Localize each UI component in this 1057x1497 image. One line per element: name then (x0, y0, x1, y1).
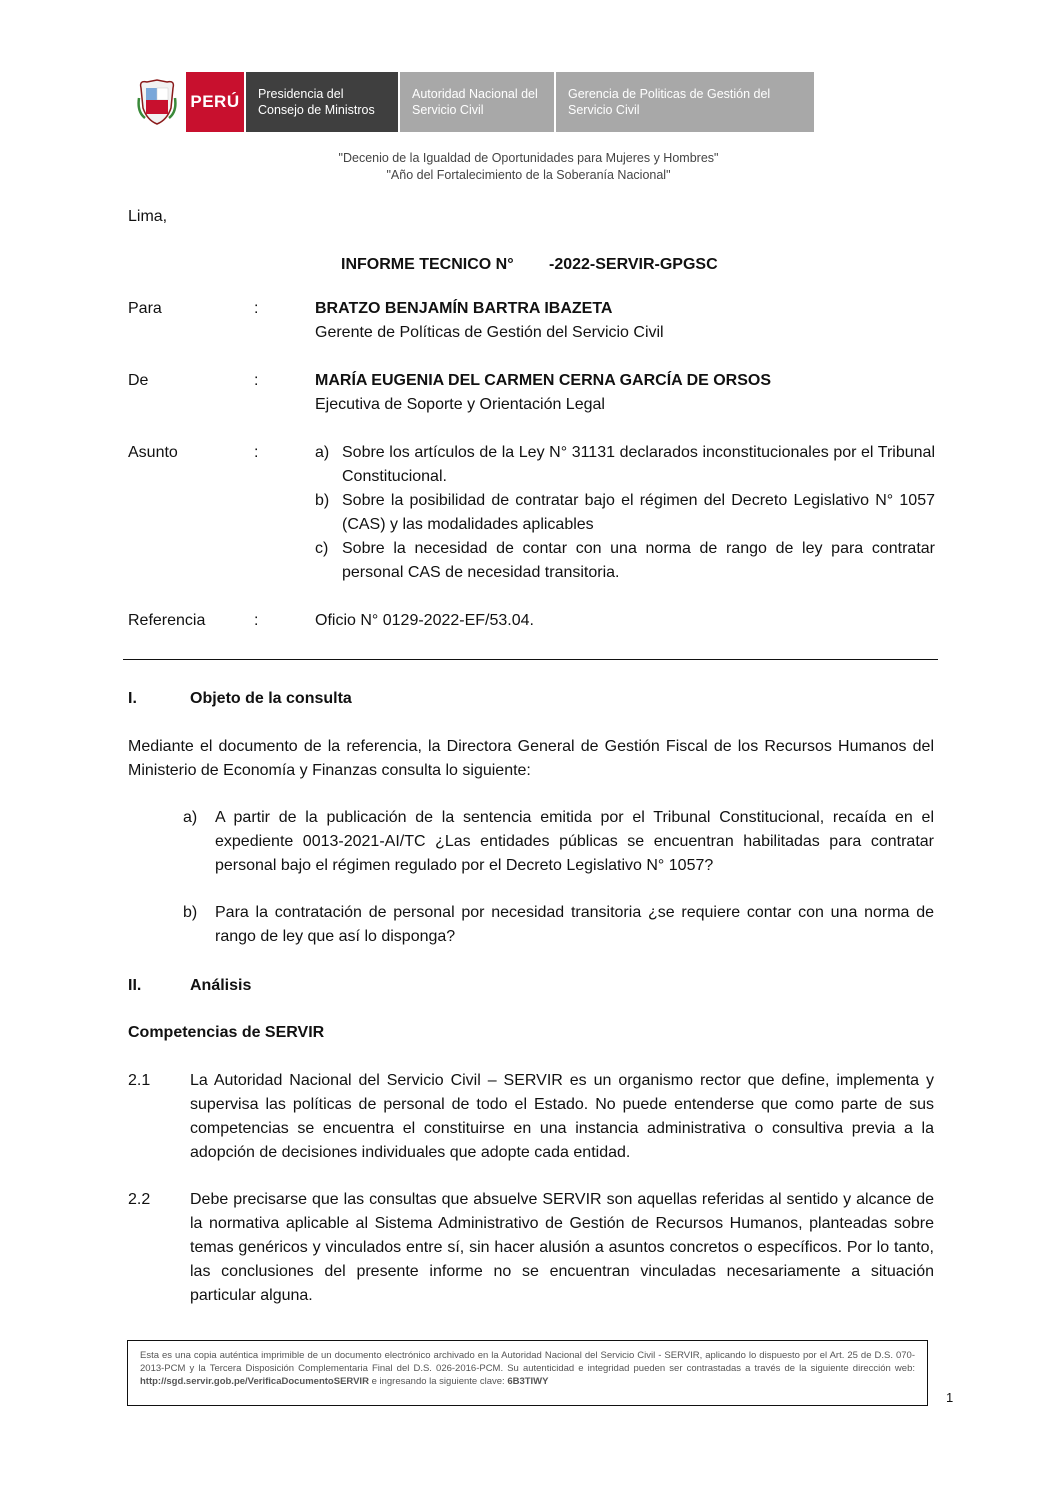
pcm-box: Presidencia del Consejo de Ministros (246, 72, 398, 132)
paragraph-2-2 (128, 1188, 934, 1308)
section-2-number: II. (128, 977, 142, 994)
coat-of-arms-icon (128, 72, 186, 132)
de-label: De (128, 372, 149, 389)
motto-line-2: "Año del Fortalecimiento de la Soberanía Nacional" (386, 168, 671, 182)
authenticity-footer (127, 1340, 928, 1406)
header-logo-bar (128, 72, 814, 132)
asunto-item-b (315, 489, 935, 537)
consulta-item-b (183, 901, 934, 949)
page-number: 1 (946, 1390, 954, 1405)
verification-link[interactable]: http://sgd.servir.gob.pe/VerificaDocumentoSERVIR (140, 1376, 369, 1387)
asunto-item-c (315, 537, 935, 585)
de-name: MARÍA EUGENIA DEL CARMEN CERNA GARCÍA DE ORSOS (315, 372, 772, 389)
referencia-colon: : (254, 612, 259, 629)
section-2-subheading: Competencias de SERVIR (128, 1024, 325, 1041)
consulta-marker-b: b) (183, 904, 198, 921)
place-date: Lima, (128, 208, 168, 225)
servir-box: Autoridad Nacional del Servicio Civil (400, 72, 554, 132)
para-recipient (315, 297, 935, 345)
paragraph-2-2-text: Debe precisarse que las consultas que absuelve SERVIR son aquellas referidas al sentido y alcance de la normativa aplicable al Sistema Administrativo de Gestión de Recursos Humanos, planteadas sobre temas genéricos y vinculados entre sí, sin hacer alusión a asuntos concretos o específicos. Por lo tanto, las conclusiones del presente informe no se encuentran vinculadas necesariamente a situación particular alguna. (190, 1191, 934, 1304)
asunto-marker-b: b) (315, 492, 330, 509)
asunto-colon: : (254, 444, 259, 461)
asunto-text-c: Sobre la necesidad de contar con una norma de rango de ley para contratar personal CAS de necesidad transitoria. (342, 540, 935, 581)
consulta-marker-a: a) (183, 809, 198, 826)
report-number: -2022-SERVIR-GPGSC (549, 256, 718, 273)
peru-logo: PERÚ (186, 72, 244, 132)
paragraph-2-1 (128, 1069, 934, 1165)
asunto-marker-a: a) (315, 444, 330, 461)
asunto-marker-c: c) (315, 540, 329, 557)
para-name: BRATZO BENJAMÍN BARTRA IBAZETA (315, 300, 613, 317)
de-sender (315, 369, 935, 417)
referencia-label: Referencia (128, 612, 206, 629)
section-1-number: I. (128, 690, 137, 707)
referencia-value: Oficio N° 0129-2022-EF/53.04. (315, 612, 534, 629)
motto-line-1: "Decenio de la Igualdad de Oportunidades para Mujeres y Hombres" (338, 151, 719, 165)
asunto-label: Asunto (128, 444, 178, 461)
verification-key: 6B3TIWY (507, 1376, 549, 1387)
gpgsc-box: Gerencia de Politicas de Gestión del Servicio Civil (556, 72, 814, 132)
para-colon: : (254, 300, 259, 317)
footer-text: Esta es una copia auténtica imprimible de un documento electrónico archivado en la Autoridad Nacional del Servicio Civil - SERVIR, aplicando lo dispuesto por el Art. 25 de D.S. 070-2013-PCM y la Tercera Disposición Complementaria Final del D.S. 026-2016-PCM. Su autenticidad e integridad pueden ser contrastadas a través de la siguiente dirección web: (140, 1350, 915, 1374)
asunto-item-a (315, 441, 935, 489)
consulta-text-a: A partir de la publicación de la sentencia emitida por el Tribunal Constitucional, recaída en el expediente 0013-2021-AI/TC ¿Las entidades públicas se encuentran habilitadas para contratar personal bajo el régimen regulado por el Decreto Legislativo N° 1057? (215, 809, 934, 874)
footer-text-middle: e ingresando la siguiente clave: (368, 1376, 508, 1387)
section-1-intro: Mediante el documento de la referencia, la Directora General de Gestión Fiscal de los Recursos Humanos del Ministerio de Economía y Finanzas consulta lo siguiente: (128, 738, 934, 779)
report-title: INFORME TECNICO N° (341, 256, 514, 273)
de-colon: : (254, 372, 259, 389)
paragraph-2-1-text: La Autoridad Nacional del Servicio Civil – SERVIR es un organismo rector que define, implementa y supervisa las políticas de personal de todo el Estado. No puede entenderse que como parte de sus competencias se encuentra el constituirse en una instancia administrativa o consultiva previa a la adopción de decisiones individuales que adopte cada entidad. (190, 1072, 934, 1161)
header-divider (123, 659, 938, 660)
asunto-text-a: Sobre los artículos de la Ley N° 31131 declarados inconstitucionales por el Tribunal Constitucional. (342, 444, 935, 485)
para-role: Gerente de Políticas de Gestión del Servicio Civil (315, 324, 664, 341)
asunto-text-b: Sobre la posibilidad de contratar bajo el régimen del Decreto Legislativo N° 1057 (CAS) y las modalidades aplicables (342, 492, 935, 533)
paragraph-2-2-number: 2.2 (128, 1191, 151, 1208)
section-1-title: Objeto de la consulta (190, 690, 352, 707)
paragraph-2-1-number: 2.1 (128, 1072, 151, 1089)
consulta-item-a (183, 806, 934, 878)
motto (128, 150, 929, 184)
para-label: Para (128, 300, 162, 317)
section-2-title: Análisis (190, 977, 252, 994)
consulta-text-b: Para la contratación de personal por necesidad transitoria ¿se requiere contar con una norma de rango de ley que así lo disponga? (215, 904, 934, 945)
de-role: Ejecutiva de Soporte y Orientación Legal (315, 396, 605, 413)
